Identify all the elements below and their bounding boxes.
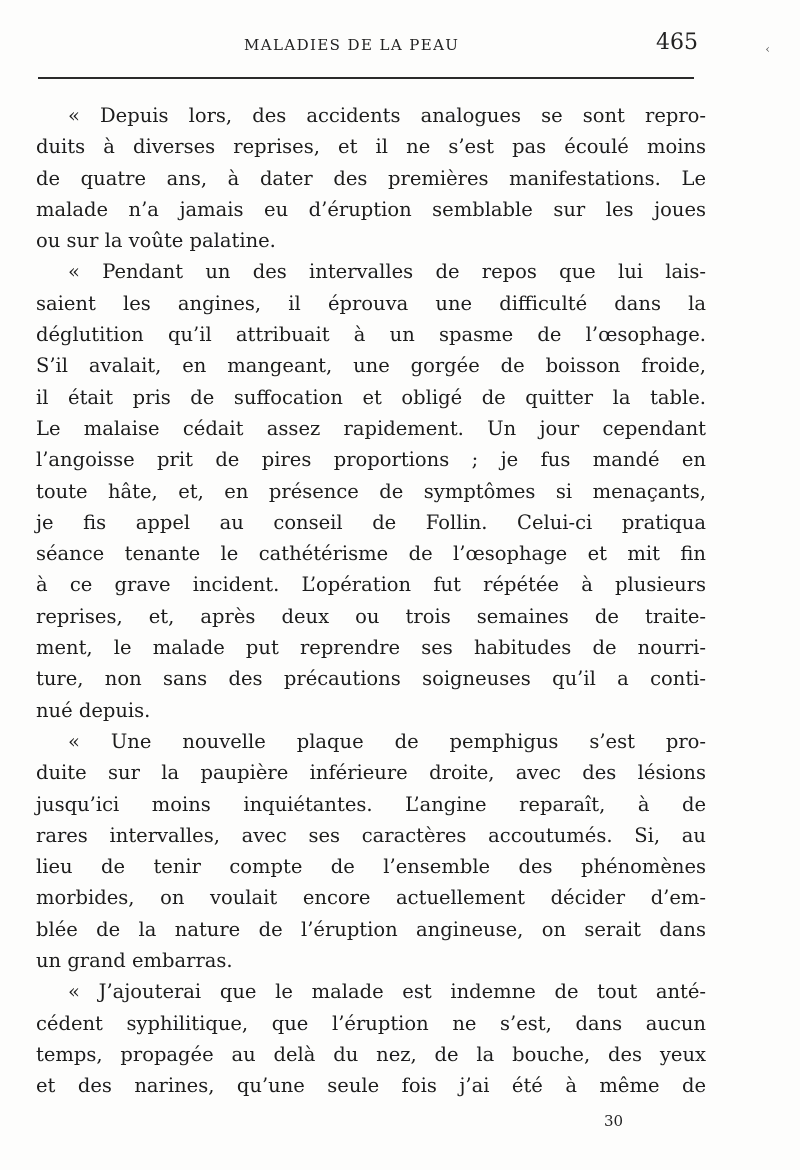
text-line: lieu de tenir compte de l’ensemble des phénomènes	[36, 855, 706, 879]
text-line: jusqu’ici moins inquiétantes. L’angine reparaît, à de	[36, 792, 706, 816]
text-line: ment, le malade put reprendre ses habitudes de nourri-	[36, 636, 706, 660]
text-line: nué depuis.	[36, 698, 151, 722]
text-line: « Une nouvelle plaque de pemphigus s’est pro-	[68, 729, 706, 753]
text-line: ou sur la voûte palatine.	[36, 229, 276, 253]
text-line: reprises, et, après deux ou trois semaines de traite-	[36, 604, 706, 628]
margin-mark: ‹	[765, 42, 770, 56]
text-line: malade n’a jamais eu d’éruption semblable sur les joues	[36, 197, 706, 221]
text-line: duits à diverses reprises, et il ne s’est pas écoulé moins	[36, 135, 706, 159]
text-line: séance tenante le cathétérisme de l’œsophage et mit fin	[36, 542, 706, 566]
text-line: « J’ajouterai que le malade est indemne de tout anté-	[68, 980, 706, 1004]
page-number: 465	[656, 30, 698, 55]
text-line: blée de la nature de l’éruption angineuse, on serait dans	[36, 917, 706, 941]
text-line: « Depuis lors, des accidents analogues se sont repro-	[68, 104, 706, 127]
text-line: et des narines, qu’une seule fois j’ai été à même de	[36, 1074, 706, 1098]
text-line: il était pris de suffocation et obligé de quitter la table.	[36, 385, 706, 409]
signature-mark: 30	[604, 1112, 624, 1130]
text-line: S’il avalait, en mangeant, une gorgée de boisson froide,	[36, 354, 706, 378]
body-text	[36, 100, 706, 1102]
text-line: duite sur la paupière inférieure droite, avec des lésions	[36, 761, 706, 785]
running-title: MALADIES DE LA PEAU	[244, 36, 460, 54]
text-line: « Pendant un des intervalles de repos que lui lais-	[68, 260, 706, 284]
text-line: saient les angines, il éprouva une difficulté dans la	[36, 291, 706, 315]
text-line: déglutition qu’il attribuait à un spasme de l’œsophage.	[36, 323, 706, 347]
page-header	[36, 24, 698, 68]
text-line: temps, propagée au delà du nez, de la bouche, des yeux	[36, 1042, 706, 1066]
text-line: rares intervalles, avec ses caractères accoutumés. Si, au	[36, 823, 706, 847]
text-line: morbides, on voulait encore actuellement décider d’em-	[36, 886, 706, 910]
text-line: un grand embarras.	[36, 949, 233, 973]
text-line: l’angoisse prit de pires proportions ; je fus mandé en	[36, 448, 706, 472]
text-line: Le malaise cédait assez rapidement. Un jour cependant	[36, 416, 706, 440]
text-line: toute hâte, et, en présence de symptômes si menaçants,	[36, 479, 706, 503]
text-line: de quatre ans, à dater des premières manifestations. Le	[36, 166, 706, 190]
text-line: je fis appel au conseil de Follin. Celui-ci pratiqua	[36, 510, 706, 534]
header-rule	[38, 77, 694, 79]
text-line: ture, non sans des précautions soigneuses qu’il a conti-	[36, 667, 706, 691]
text-line: à ce grave incident. L’opération fut répétée à plusieurs	[36, 573, 706, 597]
text-line: cédent syphilitique, que l’éruption ne s’est, dans aucun	[36, 1011, 706, 1035]
